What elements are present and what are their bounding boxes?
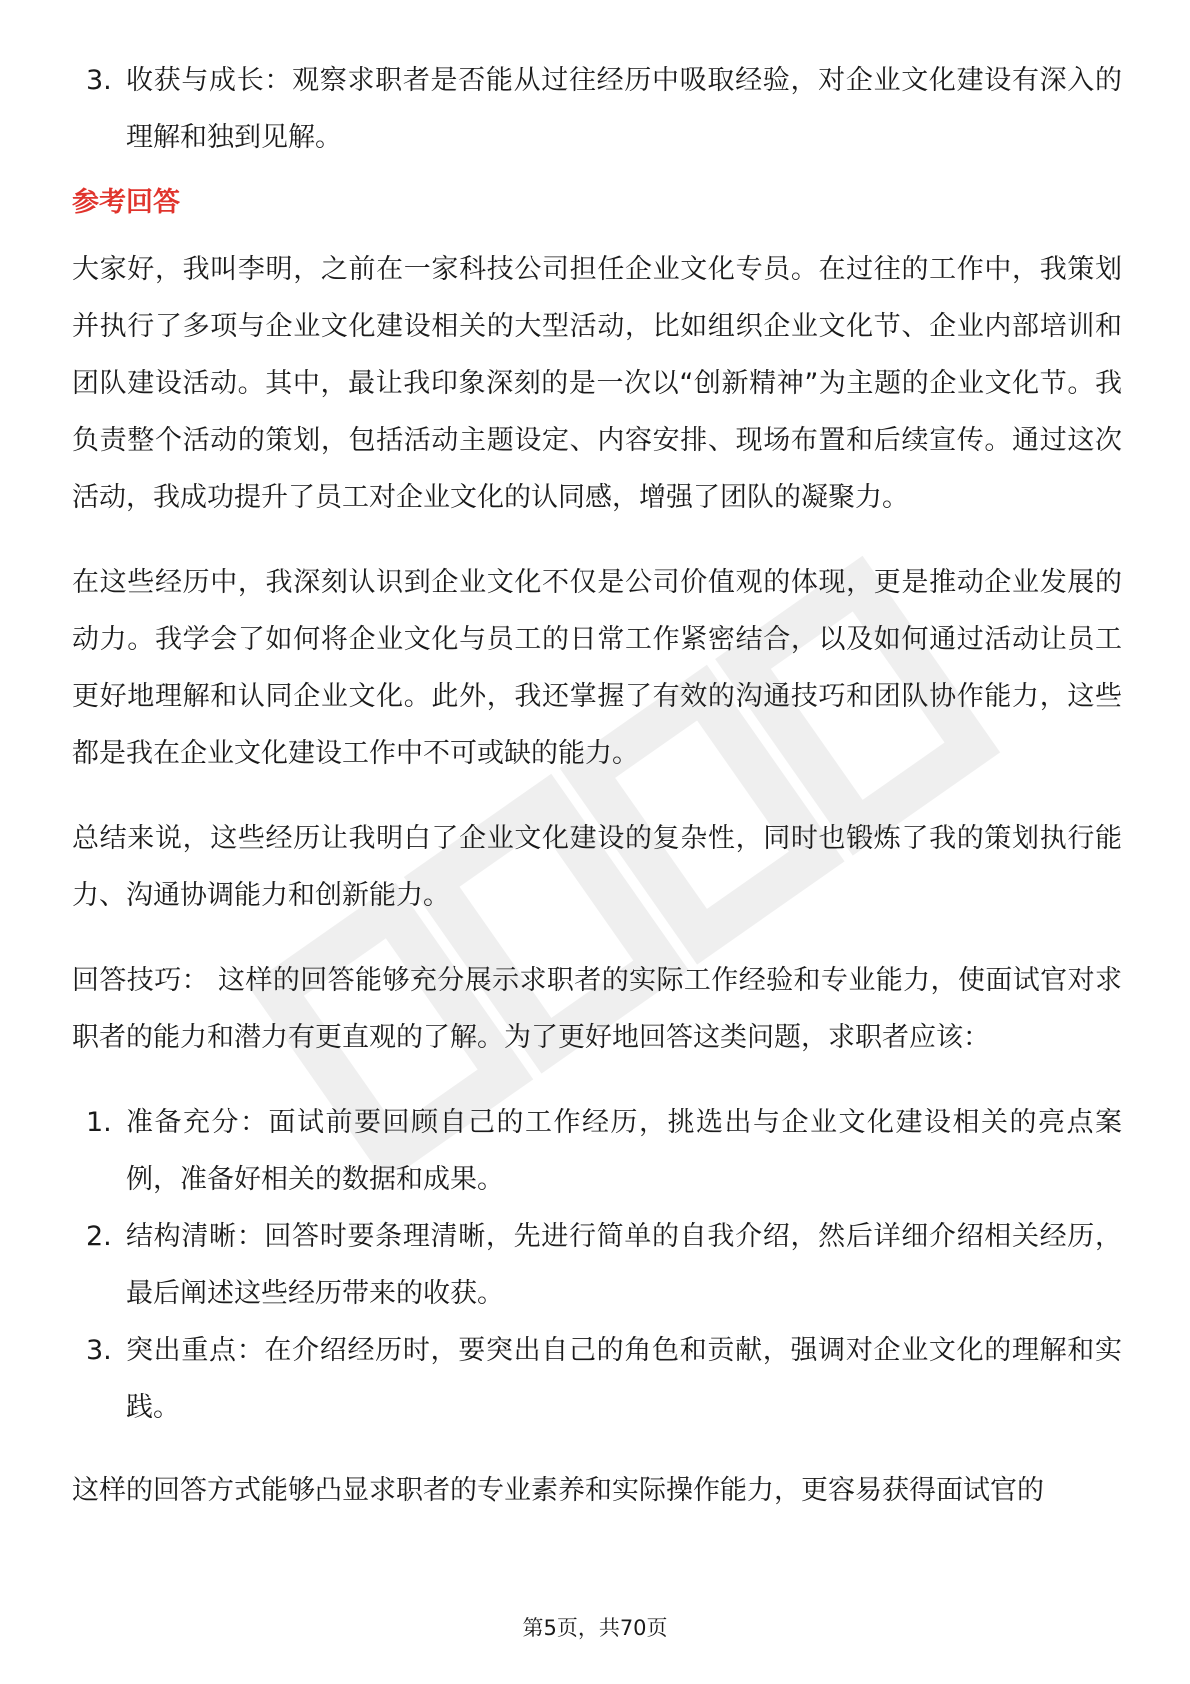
section-title: 参考回答: [72, 187, 180, 218]
list-item: [72, 1094, 1122, 1208]
list-item-number: 3.: [86, 1335, 112, 1366]
answer-paragraph: 大家好，我叫李明，之前在一家科技公司担任企业文化专员。在过往的工作中，我策划并执行了多项与企业文化建设相关的大型活动，比如组织企业文化节、企业内部培训和团队建设活动。其中，最让我印象深刻的是一次以“创新精神”为主题的企业文化节。我负责整个活动的策划，包括活动主题设定、内容安排、现场布置和后续宣传。通过这次活动，我成功提升了员工对企业文化的认同感，增强了团队的凝聚力。: [72, 254, 1122, 513]
tips-intro-paragraph: 回答技巧： 这样的回答能够充分展示求职者的实际工作经验和专业能力，使面试官对求职者的能力和潜力有更直观的了解。为了更好地回答这类问题，求职者应该：: [72, 965, 1122, 1053]
list-item-text: 准备充分：面试前要回顾自己的工作经历，挑选出与企业文化建设相关的亮点案例，准备好相关的数据和成果。: [126, 1107, 1122, 1195]
list-item: [72, 52, 1122, 166]
answer-paragraph: 总结来说，这些经历让我明白了企业文化建设的复杂性，同时也锻炼了我的策划执行能力、沟通协调能力和创新能力。: [72, 823, 1122, 911]
list-item-number: 3.: [86, 65, 112, 96]
answer-paragraph: 在这些经历中，我深刻认识到企业文化不仅是公司价值观的体现，更是推动企业发展的动力。我学会了如何将企业文化与员工的日常工作紧密结合，以及如何通过活动让员工更好地理解和认同企业文化。此外，我还掌握了有效的沟通技巧和团队协作能力，这些都是我在企业文化建设工作中不可或缺的能力。: [72, 567, 1122, 769]
closing-paragraph: 这样的回答方式能够凸显求职者的专业素养和实际操作能力，更容易获得面试官的: [72, 1475, 1044, 1506]
list-item: [72, 1322, 1122, 1436]
list-item-number: 2.: [86, 1221, 112, 1252]
list-item-number: 1.: [86, 1107, 112, 1138]
list-item-text: 结构清晰：回答时要条理清晰，先进行简单的自我介绍，然后详细介绍相关经历，最后阐述这些经历带来的收获。: [126, 1221, 1122, 1309]
document-page: [72, 52, 1122, 1547]
page-footer: 第5页，共70页: [522, 1616, 668, 1640]
criteria-list: [72, 52, 1122, 166]
tips-list: [72, 1094, 1122, 1436]
list-item-text: 突出重点：在介绍经历时，要突出自己的角色和贡献，强调对企业文化的理解和实践。: [126, 1335, 1122, 1423]
list-item: [72, 1208, 1122, 1322]
list-item-text: 收获与成长：观察求职者是否能从过往经历中吸取经验，对企业文化建设有深入的理解和独到见解。: [126, 65, 1122, 153]
